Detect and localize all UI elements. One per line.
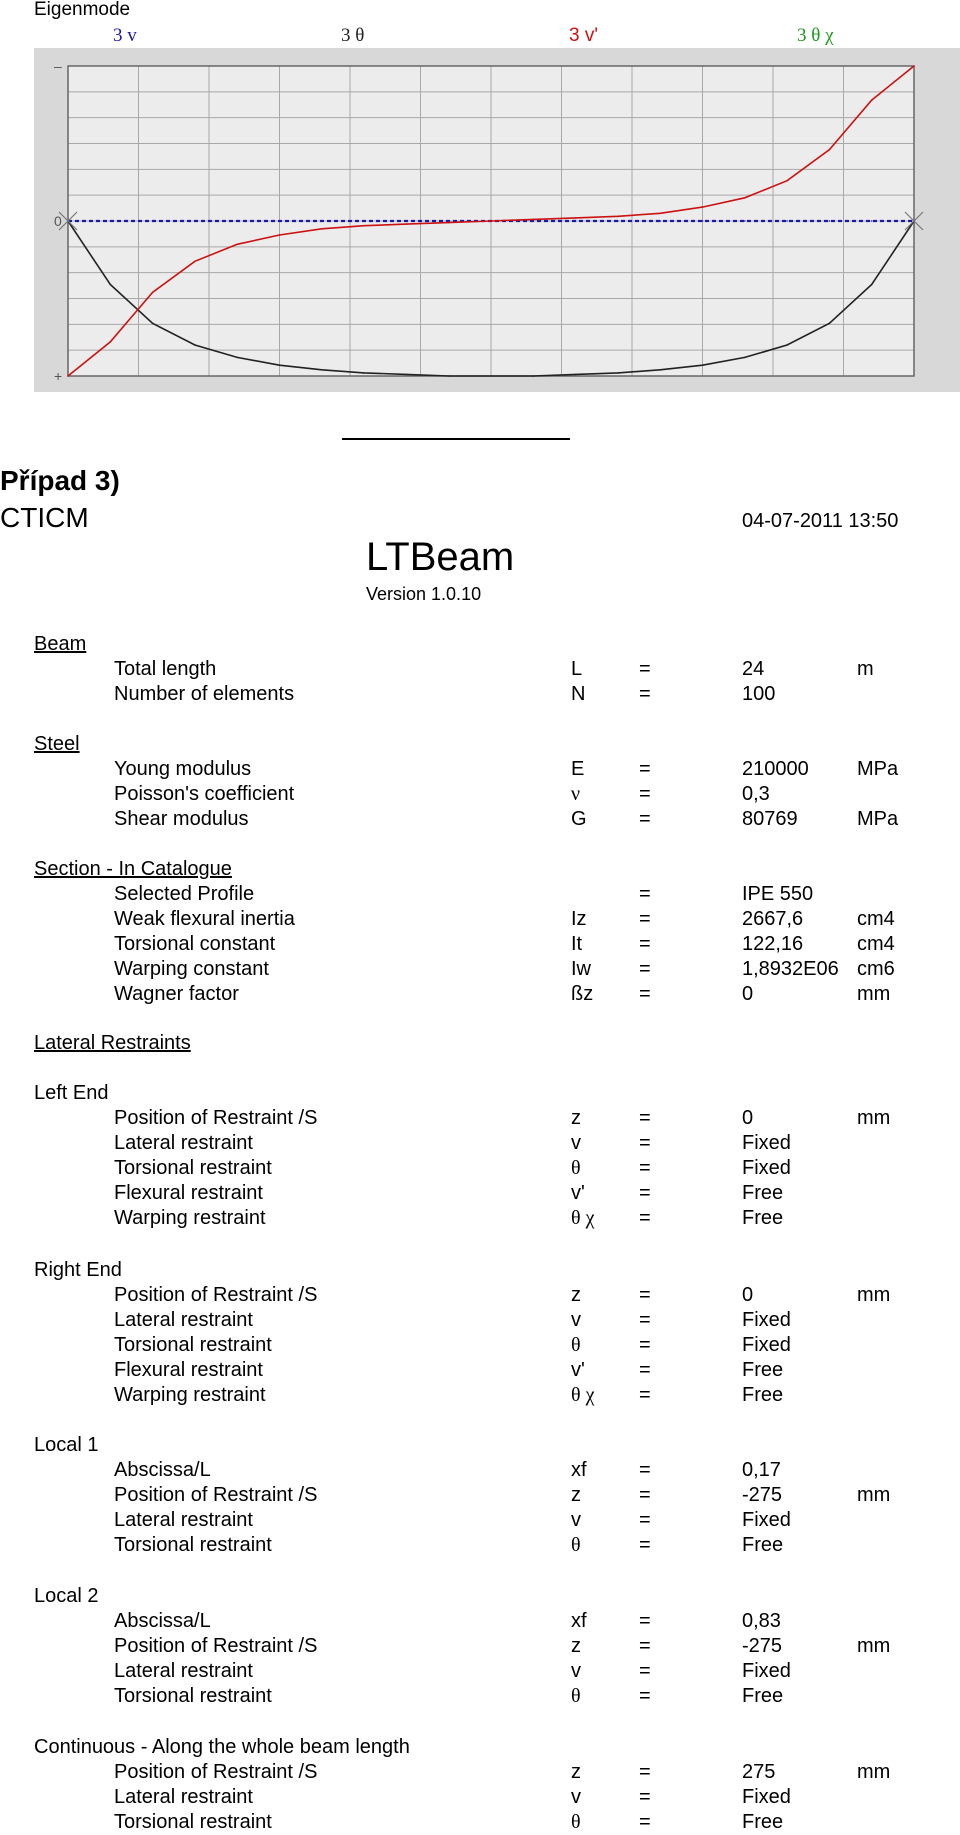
parameter-symbol: xf [571, 1610, 587, 1632]
parameter-label: Number of elements [114, 683, 295, 706]
parameter-row [0, 983, 960, 1007]
legend-v: 3 v [113, 25, 137, 46]
parameter-value: Fixed [742, 1334, 791, 1357]
parameter-label: Abscissa/L [114, 1610, 211, 1632]
parameter-row [0, 1534, 960, 1558]
parameter-row [0, 1610, 960, 1634]
parameter-label: Abscissa/L [114, 1459, 211, 1481]
parameter-label: Warping restraint [114, 1207, 266, 1230]
parameter-label: Wagner factor [114, 983, 239, 1006]
parameter-label: Shear modulus [114, 808, 249, 831]
parameter-label: Lateral restraint [114, 1660, 253, 1683]
chart-title: Eigenmode [34, 0, 131, 20]
parameter-symbol: Iw [571, 958, 591, 981]
equals-sign: = [639, 933, 651, 956]
parameter-label: Poisson's coefficient [114, 783, 295, 806]
section-title: Beam [34, 633, 87, 655]
parameter-symbol: z [571, 1635, 581, 1658]
parameter-row [0, 883, 960, 907]
parameter-row [0, 1309, 960, 1333]
data-point [575, 374, 577, 376]
parameter-row [0, 1635, 960, 1659]
data-point [67, 375, 69, 377]
equals-sign: = [639, 958, 651, 981]
equals-sign: = [639, 658, 651, 680]
legend-theta-chi: 3 θ χ [797, 25, 834, 46]
data-point [236, 220, 238, 222]
parameter-row [0, 1107, 960, 1131]
data-point [406, 220, 408, 222]
parameter-symbol: v' [571, 1359, 585, 1382]
parameter-value: 0 [742, 983, 754, 1006]
parameter-value: Fixed [742, 1660, 791, 1683]
parameter-label: Warping restraint [114, 1384, 266, 1407]
parameter-unit: mm [857, 1484, 891, 1507]
parameter-value: 275 [742, 1761, 776, 1783]
parameter-label: Torsional restraint [114, 1685, 272, 1708]
data-point [194, 261, 196, 263]
separator-line [342, 438, 570, 440]
parameter-unit: MPa [857, 758, 899, 780]
data-point [279, 234, 281, 236]
data-point [702, 364, 704, 366]
parameter-label: Torsional restraint [114, 1811, 272, 1834]
parameter-row [0, 1786, 960, 1810]
data-point [448, 222, 450, 224]
section-title: Continuous - Along the whole beam length [34, 1736, 410, 1758]
equals-sign: = [639, 783, 651, 806]
data-point [363, 372, 365, 374]
data-point [321, 369, 323, 371]
case-title: Případ 3) [0, 465, 120, 496]
parameter-value: Free [742, 1359, 784, 1382]
data-point [363, 220, 365, 222]
equals-sign: = [639, 1107, 651, 1129]
parameter-unit: mm [857, 1635, 891, 1658]
parameter-label: Position of Restraint /S [114, 1761, 318, 1783]
parameter-value: 0,3 [742, 783, 770, 806]
parameter-row [0, 1384, 960, 1408]
parameter-label: Lateral restraint [114, 1132, 253, 1155]
equals-sign: = [639, 1157, 651, 1180]
parameter-value: Free [742, 1207, 784, 1230]
parameter-unit: mm [857, 1284, 891, 1306]
legend-v-prime: 3 v' [569, 25, 598, 46]
section-title: Right End [34, 1259, 122, 1281]
parameter-row [0, 808, 960, 832]
data-point [829, 220, 831, 222]
parameter-value: Free [742, 1534, 784, 1557]
equals-sign: = [639, 1786, 651, 1809]
parameter-symbol: θ [571, 1334, 581, 1357]
data-point [617, 216, 619, 218]
data-point [110, 341, 112, 343]
data-point [659, 212, 661, 214]
parameter-symbol: θ [571, 1685, 581, 1708]
parameter-label: Torsional restraint [114, 1157, 272, 1180]
parameter-unit: mm [857, 1761, 891, 1783]
parameter-symbol: θ χ [571, 1384, 595, 1407]
parameter-row [0, 1660, 960, 1684]
parameter-label: Torsional restraint [114, 1334, 272, 1357]
parameter-row [0, 958, 960, 982]
data-point [194, 344, 196, 346]
data-point [279, 364, 281, 366]
parameter-label: Position of Restraint /S [114, 1107, 318, 1129]
parameter-value: Fixed [742, 1509, 791, 1532]
data-point [194, 220, 196, 222]
parameter-symbol: θ χ [571, 1207, 595, 1230]
parameter-value: Fixed [742, 1132, 791, 1155]
data-point [575, 220, 577, 222]
data-point [702, 206, 704, 208]
parameter-value: 0 [742, 1284, 754, 1306]
parameter-label: Lateral restraint [114, 1309, 253, 1332]
equals-sign: = [639, 1610, 651, 1632]
data-point [152, 292, 154, 294]
parameter-symbol: v [571, 1786, 581, 1809]
parameter-value: 122,16 [742, 933, 804, 956]
data-point [448, 375, 450, 377]
parameter-unit: cm6 [857, 958, 895, 981]
data-point [110, 284, 112, 286]
data-point [744, 220, 746, 222]
parameter-label: Total length [114, 658, 217, 680]
equals-sign: = [639, 1660, 651, 1683]
parameter-label: Torsional restraint [114, 1534, 272, 1557]
equals-sign: = [639, 808, 651, 831]
data-point [617, 372, 619, 374]
parameter-symbol: z [571, 1284, 581, 1306]
organization: CTICM [0, 502, 89, 533]
parameter-symbol: v [571, 1132, 581, 1155]
parameter-label: Young modulus [114, 758, 252, 780]
parameter-value: 100 [742, 683, 776, 706]
parameter-row [0, 1182, 960, 1206]
parameter-value: 24 [742, 658, 765, 680]
data-point [321, 228, 323, 230]
parameter-row [0, 1685, 960, 1709]
tick-label-plus: + [54, 368, 63, 384]
legend-theta: 3 θ [341, 25, 365, 46]
data-point [786, 220, 788, 222]
parameter-symbol: ßz [571, 983, 594, 1006]
parameter-symbol: θ [571, 1811, 581, 1834]
parameter-value: 2667,6 [742, 908, 804, 931]
data-point [448, 220, 450, 222]
data-point [786, 344, 788, 346]
data-point [702, 220, 704, 222]
data-point [617, 220, 619, 222]
parameter-symbol: z [571, 1484, 581, 1507]
parameter-label: Torsional constant [114, 933, 276, 956]
equals-sign: = [639, 758, 651, 780]
parameter-row [0, 758, 960, 782]
parameter-unit: cm4 [857, 933, 895, 956]
parameter-value: Fixed [742, 1309, 791, 1332]
data-point [321, 220, 323, 222]
data-point [490, 375, 492, 377]
equals-sign: = [639, 883, 651, 905]
parameter-symbol: It [571, 933, 583, 956]
data-point [406, 223, 408, 225]
data-point [829, 149, 831, 151]
parameter-symbol: v [571, 1509, 581, 1532]
parameter-label: Weak flexural inertia [114, 908, 295, 931]
data-point [236, 357, 238, 359]
parameter-row [0, 683, 960, 707]
data-point [363, 225, 365, 227]
parameter-symbol: θ [571, 1157, 581, 1180]
app-name: LTBeam [366, 535, 515, 579]
equals-sign: = [639, 1534, 651, 1557]
parameter-value: Fixed [742, 1786, 791, 1809]
data-point [829, 323, 831, 325]
data-point [913, 65, 915, 67]
section-title: Steel [34, 733, 80, 755]
equals-sign: = [639, 1309, 651, 1332]
parameter-row [0, 1761, 960, 1785]
parameter-symbol: L [571, 658, 583, 680]
parameter-label: Lateral restraint [114, 1786, 253, 1809]
app-version: Version 1.0.10 [366, 584, 482, 604]
parameter-row [0, 1334, 960, 1358]
data-point [871, 220, 873, 222]
equals-sign: = [639, 1359, 651, 1382]
parameter-symbol: z [571, 1107, 581, 1129]
data-point [110, 220, 112, 222]
parameter-value: Fixed [742, 1157, 791, 1180]
equals-sign: = [639, 1182, 651, 1205]
data-point [490, 220, 492, 222]
equals-sign: = [639, 1284, 651, 1306]
data-point [279, 220, 281, 222]
parameter-label: Position of Restraint /S [114, 1484, 318, 1507]
equals-sign: = [639, 983, 651, 1006]
parameter-value: Free [742, 1685, 784, 1708]
parameter-value: -275 [742, 1635, 783, 1658]
parameter-symbol: Iz [571, 908, 587, 931]
parameter-row [0, 1811, 960, 1835]
parameter-label: Position of Restraint /S [114, 1635, 318, 1658]
parameter-value: 0,83 [742, 1610, 781, 1632]
parameter-symbol: θ [571, 1534, 581, 1557]
equals-sign: = [639, 1132, 651, 1155]
parameter-label: Lateral restraint [114, 1509, 253, 1532]
parameter-symbol: v [571, 1309, 581, 1332]
parameter-value: 0,17 [742, 1459, 781, 1481]
data-point [871, 99, 873, 101]
equals-sign: = [639, 1384, 651, 1407]
parameter-symbol: xf [571, 1459, 587, 1481]
parameter-label: Position of Restraint /S [114, 1284, 318, 1306]
equals-sign: = [639, 1207, 651, 1230]
parameter-unit: mm [857, 983, 891, 1006]
data-point [152, 323, 154, 325]
parameter-value: 80769 [742, 808, 798, 831]
equals-sign: = [639, 683, 651, 706]
parameter-symbol: v' [571, 1182, 585, 1205]
parameter-unit: cm4 [857, 908, 895, 931]
equals-sign: = [639, 1334, 651, 1357]
data-point [236, 243, 238, 245]
parameter-row [0, 1359, 960, 1383]
eigenmode-chart [34, 48, 960, 392]
data-point [533, 220, 535, 222]
parameter-value: Free [742, 1182, 784, 1205]
data-point [659, 369, 661, 371]
data-point [152, 220, 154, 222]
parameter-symbol: E [571, 758, 585, 780]
parameter-label: Flexural restraint [114, 1359, 263, 1382]
data-point [406, 374, 408, 376]
parameter-row [0, 1284, 960, 1308]
parameter-symbol: z [571, 1761, 581, 1783]
equals-sign: = [639, 1509, 651, 1532]
parameter-symbol: G [571, 808, 587, 831]
equals-sign: = [639, 1685, 651, 1708]
parameter-row [0, 933, 960, 957]
section-title: Lateral Restraints [34, 1032, 191, 1054]
equals-sign: = [639, 1811, 651, 1834]
data-point [871, 284, 873, 286]
parameter-value: 0 [742, 1107, 754, 1129]
tick-label-zero: 0 [54, 213, 62, 229]
parameter-unit: MPa [857, 808, 899, 831]
parameter-value: 1,8932E06 [742, 958, 839, 981]
parameter-value: Free [742, 1384, 784, 1407]
parameter-row [0, 1132, 960, 1156]
equals-sign: = [639, 1635, 651, 1658]
parameter-row [0, 1509, 960, 1533]
parameter-value: -275 [742, 1484, 783, 1507]
section-title: Section - In Catalogue [34, 858, 232, 880]
data-point [533, 375, 535, 377]
data-point [786, 180, 788, 182]
parameter-unit: mm [857, 1107, 891, 1129]
data-point [659, 220, 661, 222]
parameter-unit: m [857, 658, 874, 680]
equals-sign: = [639, 908, 651, 931]
parameter-value: Free [742, 1811, 784, 1834]
section-title: Left End [34, 1082, 109, 1104]
parameter-row [0, 658, 960, 682]
equals-sign: = [639, 1761, 651, 1783]
parameter-label: Warping constant [114, 958, 269, 981]
section-title: Local 2 [34, 1585, 99, 1607]
parameter-label: Flexural restraint [114, 1182, 263, 1205]
report-datetime: 04-07-2011 13:50 [742, 510, 899, 532]
data-point [744, 357, 746, 359]
parameter-row [0, 1207, 960, 1231]
data-point [533, 219, 535, 221]
parameter-row [0, 783, 960, 807]
equals-sign: = [639, 1484, 651, 1507]
parameter-row [0, 1157, 960, 1181]
parameter-row [0, 1459, 960, 1483]
parameter-symbol: v [571, 1660, 581, 1683]
data-point [575, 217, 577, 219]
parameter-symbol: ν [571, 783, 581, 806]
parameter-label: Selected Profile [114, 883, 255, 905]
parameter-row [0, 1484, 960, 1508]
equals-sign: = [639, 1459, 651, 1481]
parameter-symbol: N [571, 683, 586, 706]
parameter-value: 210000 [742, 758, 809, 780]
parameter-value: IPE 550 [742, 883, 814, 905]
parameter-row [0, 908, 960, 932]
tick-label-minus: – [54, 58, 62, 74]
data-point [744, 197, 746, 199]
section-title: Local 1 [34, 1434, 99, 1456]
